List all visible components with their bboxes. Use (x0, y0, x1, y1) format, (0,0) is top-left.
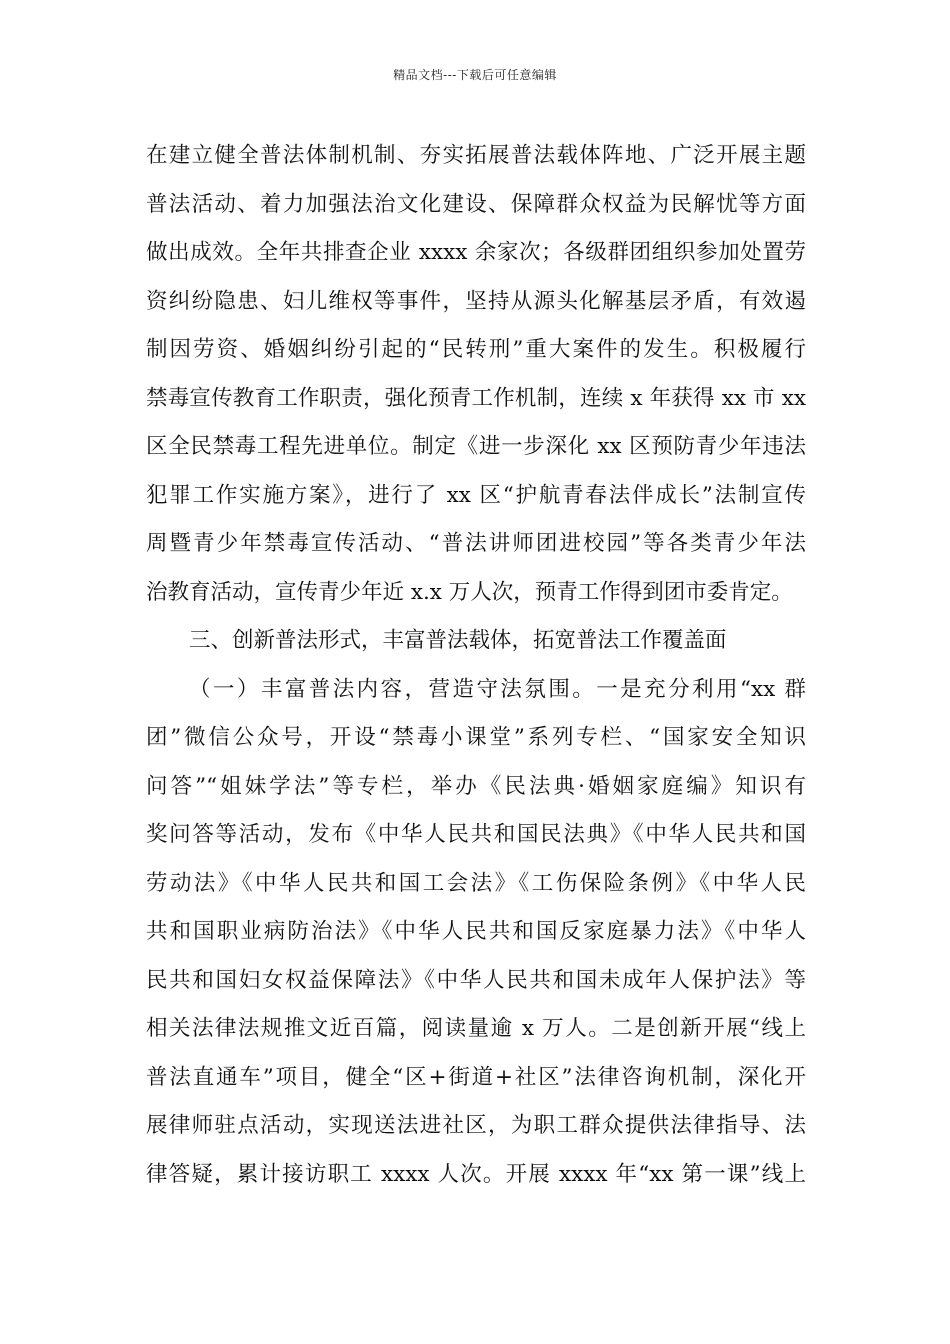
text-line: 资纠纷隐患、妇儿维权等事件，坚持从源头化解基层矛盾，有效遏 (146, 288, 806, 314)
text-line: 区全民禁毒工程先进单位。制定《进一步深化 xx 区预防青少年违法 (146, 434, 806, 459)
text-line: 做出成效。全年共排查企业 xxxx 余家次；各级群团组织参加处置劳 (146, 240, 806, 265)
text-line: 奖问答等活动，发布《中华人民共和国民法典》《中华人民共和国 (146, 822, 806, 847)
text-line: 团”微信公众号，开设“禁毒小课堂”系列专栏、“国家安全知识 (146, 725, 806, 750)
text-line: 劳动法》《中华人民共和国工会法》《工伤保险条例》《中华人民 (146, 870, 806, 896)
subsection-heading-line: （一）丰富普法内容，营造守法氛围。一是充分利用“xx 群 (189, 676, 806, 702)
text-line: 犯罪工作实施方案》，进行了 xx 区“护航青春法伴成长”法制宣传 (146, 482, 806, 508)
text-line: 展律师驻点活动，实现送法进社区，为职工群众提供法律指导、法 (146, 1113, 806, 1138)
text-line: 在建立健全普法体制机制、夯实拓展普法载体阵地、广泛开展主题 (146, 143, 806, 168)
text-line: 民共和国妇女权益保障法》《中华人民共和国未成年人保护法》等 (146, 967, 806, 993)
text-line: 共和国职业病防治法》《中华人民共和国反家庭暴力法》《中华人 (146, 919, 806, 944)
text-line: 普法活动、着力加强法治文化建设、保障群众权益为民解忧等方面 (146, 191, 806, 217)
document-body (146, 132, 806, 1199)
text-line: 治教育活动，宣传青少年近 x.x 万人次，预青工作得到团市委肯定。 (146, 579, 793, 605)
text-line: 普法直通车”项目，健全“区+街道+社区”法律咨询机制，深化开 (146, 1064, 806, 1090)
text-line: 问答”“姐妹学法”等专栏，举办《民法典·婚姻家庭编》知识有 (146, 773, 806, 799)
text-line: 周暨青少年禁毒宣传活动、“普法讲师团进校园”等各类青少年法 (146, 531, 806, 556)
text-line: 禁毒宣传教育工作职责，强化预青工作机制，连续 x 年获得 xx 市 xx (146, 385, 806, 411)
text-line: 律答疑，累计接访职工 xxxx 人次。开展 xxxx 年“xx 第一课”线上 (146, 1161, 806, 1187)
text-line: 制因劳资、婚姻纠纷引起的“民转刑”重大案件的发生。积极履行 (146, 337, 806, 362)
section-heading: 三、创新普法形式，丰富普法载体，拓宽普法工作覆盖面 (189, 628, 727, 653)
page-header: 精品文档---下载后可任意编辑 (393, 68, 557, 82)
text-line: 相关法律法规推文近百篇，阅读量逾 x 万人。二是创新开展“线上 (146, 1016, 806, 1041)
